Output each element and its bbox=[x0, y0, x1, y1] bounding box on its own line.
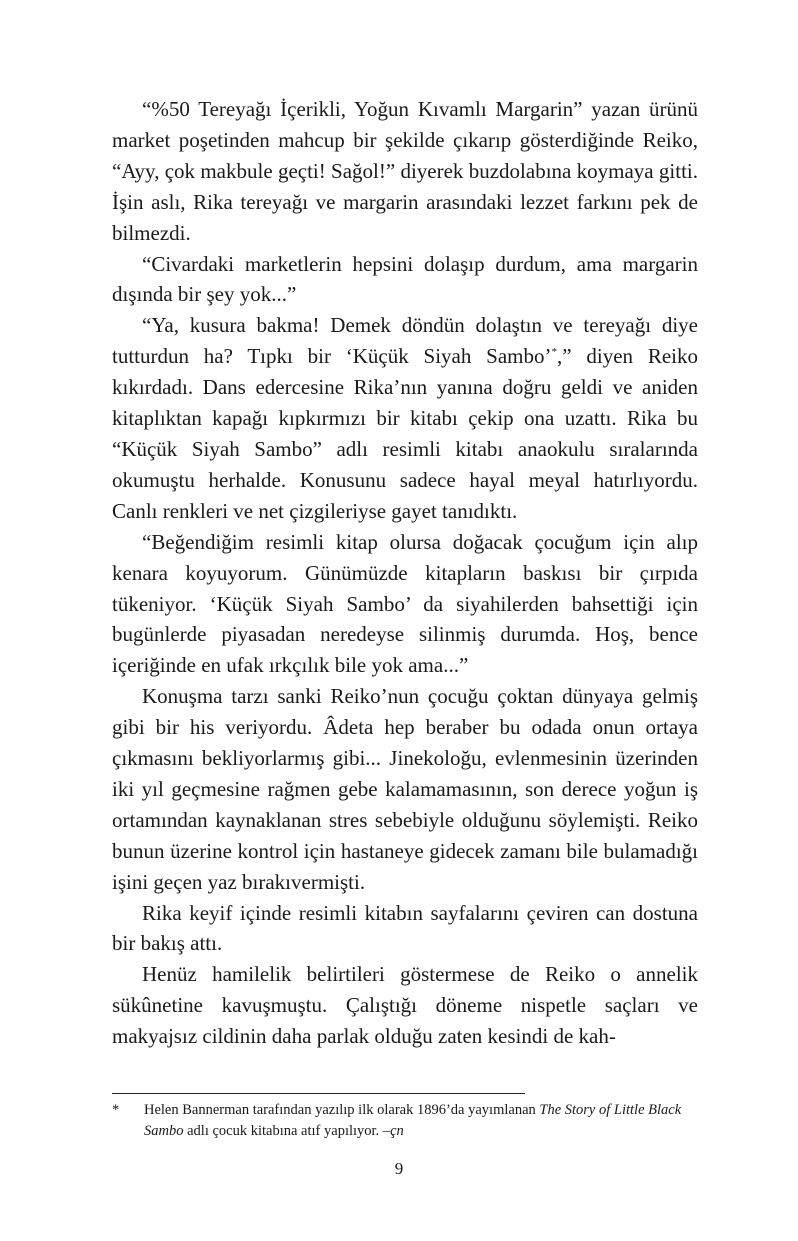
footnote-marker: * bbox=[112, 1102, 120, 1118]
footnote-text-start: Helen Bannerman tarafından yazılıp ilk olarak 1896’da yayımlanan bbox=[144, 1102, 540, 1118]
paragraph-2: “Civardaki marketlerin hepsini dolaşıp durdum, ama margarin dışında bir şey yok...” bbox=[112, 251, 698, 307]
footnote-book-title: The Story of Little Black Sambo bbox=[144, 1102, 682, 1139]
footnote-reference: * bbox=[551, 346, 558, 359]
page-number: 9 bbox=[394, 1159, 404, 1178]
paragraph-5: Konuşma tarzı sanki Reiko’nun çocuğu çoktan dünyaya gelmiş gibi bir his veriyordu. Âdeta hep beraber bu odada onun ortaya çıkmasını bekliyorlarmış gibi... Jinekoloğu, evlenmesinin üzerinden iki yıl geçmesine rağmen gebe kalamamasının, son derece yoğun iş ortamından kaynaklanan stres sebebiyle olduğunu söylemişti. Reiko bunun üzerine kontrol için hastaneye gidecek zamanı bile bulamadığı işini geçen yaz bırakıvermişti. bbox=[112, 684, 698, 894]
paragraph-4: “Beğendiğim resimli kitap olursa doğacak çocuğum için alıp kenara koyuyorum. Günümüzde kitapların baskısı bir çırpıda tükeniyor. ‘Küçük Siyah Sambo’ da siyahilerden bahsettiği için bugünlerde piyasadan neredeyse silinmiş durumda. Hoş, bence içeriğinde en ufak ırkçılık bile yok ama...” bbox=[112, 529, 698, 678]
paragraph-3 bbox=[112, 310, 698, 526]
paragraph-6: Rika keyif içinde resimli kitabın sayfalarını çeviren can dostuna bir bakış attı. bbox=[112, 900, 698, 956]
paragraph-1: “%50 Tereyağı İçerikli, Yoğun Kıvamlı Margarin” yazan ürünü market poşetinden mahcup bir şekilde çıkarıp gösterdiğinde Reiko, “Ayy, çok makbule geçti! Sağol!” diyerek buzdolabına koymaya gitti. İşin aslı, Rika tereyağı ve margarin arasındaki lezzet farkını pek de bilmezdi. bbox=[112, 97, 698, 245]
paragraph-3-start: “Ya, kusura bakma! Demek döndün dolaştın ve tereyağı diye tutturdun ha? Tıpkı bir ‘Küçük Siyah Sambo’ bbox=[112, 313, 698, 369]
footnote-text bbox=[112, 1100, 698, 1142]
paragraph-3-end: ,” diyen Reiko kıkırdadı. Dans edercesine Rika’nın yanına doğru geldi ve aniden kitaplıktan kapağı kıpkırmızı bir kitabı çekip ona uzattı. Rika bu “Küçük Siyah Sambo” adlı resimli kitabı anaokulu sıralarında okumuştu herhalde. Konusunu sadece hayal meyal hatırlıyordu. Canlı renkleri ve net çizgileriyse gayet tanıdıktı. bbox=[112, 344, 698, 523]
page-body bbox=[112, 94, 698, 1052]
footnote-divider bbox=[112, 1093, 525, 1094]
footnote-text-middle: adlı çocuk kitabına atıf yapılıyor. – bbox=[183, 1123, 391, 1139]
paragraph-7: Henüz hamilelik belirtileri göstermese de Reiko o annelik sükûnetine kavuşmuştu. Çalıştığı döneme nispetle saçları ve makyajsız cildinin daha parlak olduğu zaten kesindi de kah- bbox=[112, 962, 698, 1049]
footnote-translator-note: çn bbox=[390, 1123, 404, 1139]
footnote bbox=[112, 1100, 698, 1142]
